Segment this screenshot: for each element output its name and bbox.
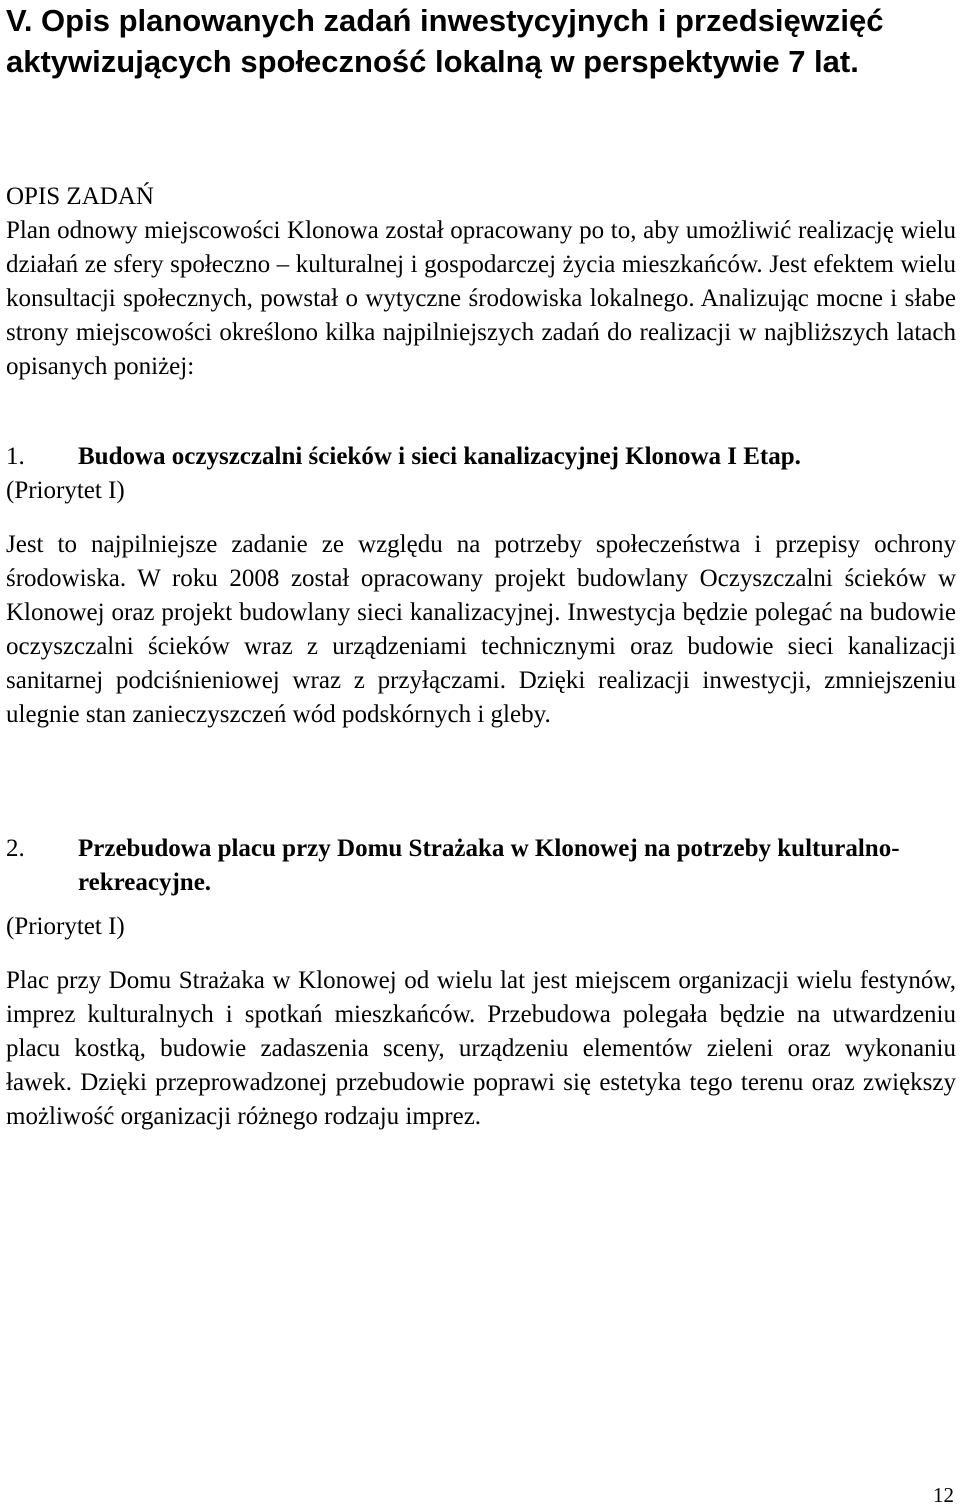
page-number: 12 bbox=[933, 1483, 954, 1507]
task-1-title-text: Budowa oczyszczalni ścieków i sieci kanalizacyjnej Klonowa I Etap. bbox=[78, 443, 801, 470]
task-2-priority: (Priorytet I) bbox=[6, 913, 125, 940]
task-1-priority: (Priorytet I) bbox=[6, 477, 125, 504]
task-1-description: Jest to najpilniejsze zadanie ze względu na potrzeby społeczeństwa i przepisy ochrony środowiska. W roku 2008 został opracowany projekt budowlany Oczyszczalni ścieków w Klonowej oraz projekt budowlany sieci kanalizacyjnej. Inwestycja będzie polegać na budowie oczyszczalni ścieków wraz z urządzeniami technicznymi oraz budowie sieci kanalizacji sanitarnej podciśnieniowej wraz z przyłączami. Dzięki realizacji inwestycji, zmniejszeniu ulegnie stan zanieczyszczeń wód podskórnych i gleby. bbox=[6, 531, 956, 728]
task-1-number: 1. bbox=[6, 443, 25, 470]
chapter-heading: V. Opis planowanych zadań inwestycyjnych i przedsięwzięć aktywizujących społeczność lokalną w perspektywie 7 lat. bbox=[6, 3, 884, 79]
task-2-title bbox=[6, 832, 956, 900]
task-2-title-text: Przebudowa placu przy Domu Strażaka w Klonowej na potrzeby kulturalno-rekreacyjne. bbox=[78, 835, 900, 896]
intro-paragraph: Plan odnowy miejscowości Klonowa został opracowany po to, aby umożliwić realizację wielu działań ze sfery społeczno – kulturalnej i gospodarczej życia mieszkańców. Jest efektem wielu konsultacji społecznych, powstał o wytyczne środowiska lokalnego. Analizując mocne i słabe strony miejscowości określono kilka najpilniejszych zadań do realizacji w najbliższych latach opisanych poniżej: bbox=[6, 217, 956, 380]
section-title: OPIS ZADAŃ bbox=[6, 183, 154, 210]
task-1-title bbox=[6, 440, 956, 474]
document-page bbox=[6, 0, 956, 1134]
task-2-description: Plac przy Domu Strażaka w Klonowej od wielu lat jest miejscem organizacji wielu festynów, imprez kulturalnych i spotkań mieszkańców. Przebudowa polegała będzie na utwardzeniu placu kostką, budowie zadaszenia sceny, urządzeniu elementów zieleni oraz wykonaniu ławek. Dzięki przeprowadzonej przebudowie poprawi się estetyka tego terenu oraz zwiększy możliwość organizacji różnego rodzaju imprez. bbox=[6, 967, 956, 1130]
task-2-number: 2. bbox=[6, 835, 25, 862]
